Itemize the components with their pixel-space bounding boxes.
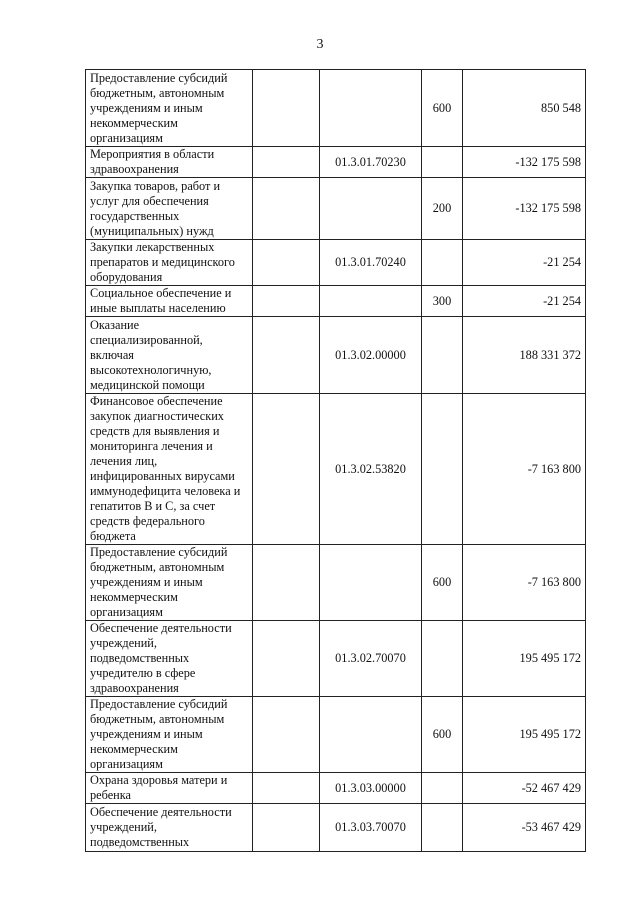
row-expense-type: 600 (422, 697, 463, 773)
row-name: Закупки лекарственных препаратов и медицинского оборудования (86, 240, 253, 286)
row-sum: -132 175 598 (463, 178, 586, 240)
row-name: Предоставление субсидий бюджетным, автономным учреждениям и иным некоммерческим организациям (86, 545, 253, 621)
row-sum: -52 467 429 (463, 773, 586, 804)
table-row (86, 804, 586, 852)
row-sum: -7 163 800 (463, 545, 586, 621)
table-row (86, 773, 586, 804)
row-name: Предоставление субсидий бюджетным, автономным учреждениям и иным некоммерческим организациям (86, 70, 253, 147)
row-code: 01.3.03.70070 (320, 804, 422, 852)
row-expense-type: 600 (422, 70, 463, 147)
table-row (86, 70, 586, 147)
row-expense-type (422, 147, 463, 178)
row-expense-type (422, 240, 463, 286)
empty-cell (253, 147, 320, 178)
row-sum: 188 331 372 (463, 317, 586, 394)
row-code (320, 545, 422, 621)
page-number: 3 (316, 37, 324, 52)
budget-table (85, 69, 586, 852)
row-code (320, 178, 422, 240)
table-row (86, 286, 586, 317)
row-code: 01.3.01.70230 (320, 147, 422, 178)
table-row (86, 240, 586, 286)
table-row (86, 147, 586, 178)
row-sum: -7 163 800 (463, 394, 586, 545)
row-name: Мероприятия в области здравоохранения (86, 147, 253, 178)
row-name: Предоставление субсидий бюджетным, автономным учреждениям и иным некоммерческим организациям (86, 697, 253, 773)
table-row (86, 394, 586, 545)
row-expense-type (422, 804, 463, 852)
row-name: Обеспечение деятельности учреждений, подведомственных (86, 804, 253, 852)
empty-cell (253, 621, 320, 697)
row-code: 01.3.02.70070 (320, 621, 422, 697)
empty-cell (253, 545, 320, 621)
table-row (86, 697, 586, 773)
row-code (320, 286, 422, 317)
row-sum: -21 254 (463, 240, 586, 286)
empty-cell (253, 697, 320, 773)
row-expense-type: 600 (422, 545, 463, 621)
row-sum: -132 175 598 (463, 147, 586, 178)
empty-cell (253, 804, 320, 852)
empty-cell (253, 178, 320, 240)
table-row (86, 317, 586, 394)
empty-cell (253, 317, 320, 394)
row-code: 01.3.03.00000 (320, 773, 422, 804)
row-expense-type (422, 317, 463, 394)
row-name: Обеспечение деятельности учреждений, подведомственных учредителю в сфере здравоохранения (86, 621, 253, 697)
row-name: Финансовое обеспечение закупок диагностических средств для выявления и мониторинга лечения и лечения лиц, инфицированных вирусами иммунодефицита человека и гепатитов В и С, за счет средств федерального бюджета (86, 394, 253, 545)
row-code (320, 697, 422, 773)
empty-cell (253, 70, 320, 147)
row-name: Социальное обеспечение и иные выплаты населению (86, 286, 253, 317)
row-expense-type (422, 394, 463, 545)
table-row (86, 178, 586, 240)
row-expense-type (422, 773, 463, 804)
row-expense-type (422, 621, 463, 697)
row-sum: 195 495 172 (463, 621, 586, 697)
row-expense-type: 300 (422, 286, 463, 317)
row-code: 01.3.02.53820 (320, 394, 422, 545)
row-sum: 195 495 172 (463, 697, 586, 773)
empty-cell (253, 286, 320, 317)
row-name: Оказание специализированной, включая высокотехнологичную, медицинской помощи (86, 317, 253, 394)
row-name: Охрана здоровья матери и ребенка (86, 773, 253, 804)
empty-cell (253, 773, 320, 804)
row-code: 01.3.01.70240 (320, 240, 422, 286)
row-expense-type: 200 (422, 178, 463, 240)
empty-cell (253, 240, 320, 286)
table-row (86, 545, 586, 621)
empty-cell (253, 394, 320, 545)
table-row (86, 621, 586, 697)
row-code: 01.3.02.00000 (320, 317, 422, 394)
row-sum: -21 254 (463, 286, 586, 317)
row-name: Закупка товаров, работ и услуг для обеспечения государственных (муниципальных) нужд (86, 178, 253, 240)
row-sum: -53 467 429 (463, 804, 586, 852)
row-sum: 850 548 (463, 70, 586, 147)
row-code (320, 70, 422, 147)
